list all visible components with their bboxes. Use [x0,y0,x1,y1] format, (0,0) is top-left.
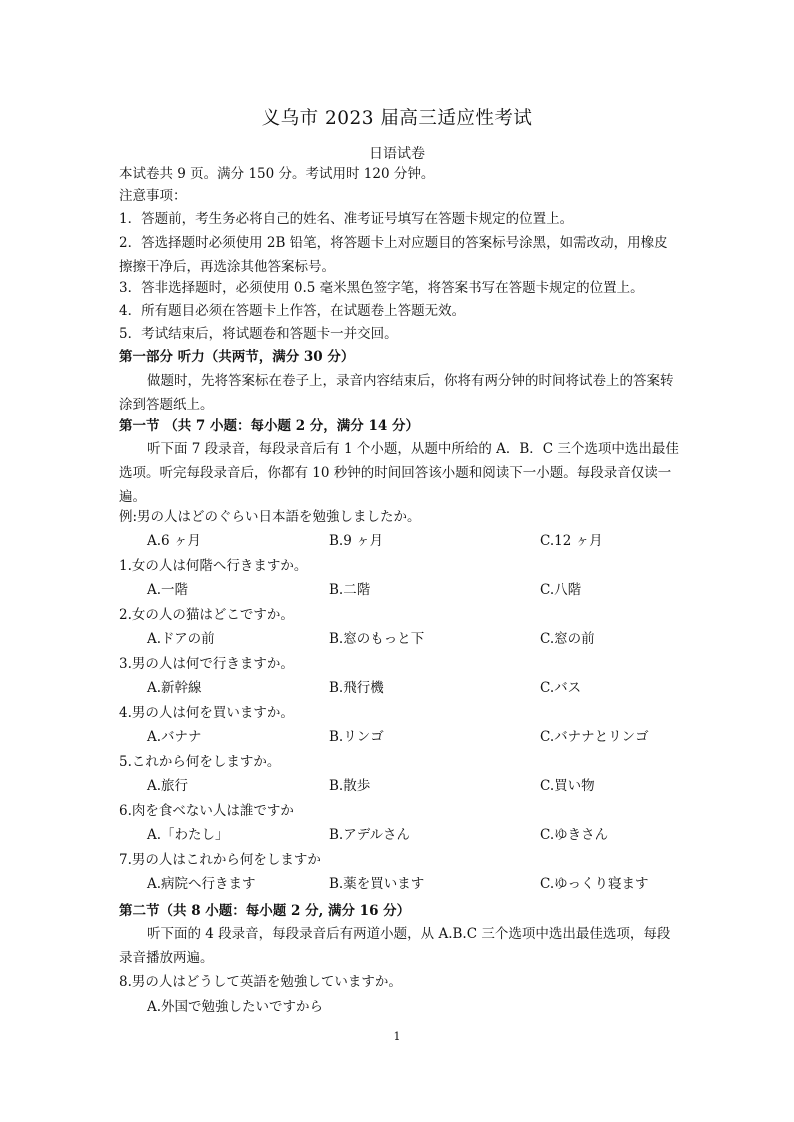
section2-instruction: 听下面的 4 段录音，每段录音后有两道小题，从 A.B.C 三个选项中选出最佳选项，每段录音播放两遍。 [119,926,671,966]
option-a: A.一階 [147,582,189,598]
option-b: B.飛行機 [329,680,384,696]
option-b: B.二階 [329,582,371,598]
option-c: C.ゆっくり寝ます [540,876,649,892]
intro-line: 本试卷共 9 页。满分 150 分。考试用时 120 分钟。 [119,166,435,182]
question-4: 4.男の人は何を買いますか。 [119,705,294,721]
part1-heading: 第一部分 听力（共两节，满分 30 分） [119,349,355,365]
notice-item: 3．答非选择题时，必须使用 0.5 毫米黑色签字笔，将答案书写在答题卡规定的位置上。 [119,280,644,296]
question-8: 8.男の人はどうして英語を勉強していますか。 [119,974,402,990]
option-b: B.9 ヶ月 [329,533,384,549]
question-3: 3.男の人は何で行きますか。 [119,656,294,672]
option-c: C.窓の前 [540,631,595,647]
option-a: A.病院へ行きます [147,876,256,892]
notice-item: 4．所有题目必须在答题卡上作答，在试题卷上答题无效。 [119,303,466,319]
notice-item: 2．答选择题时必须使用 2B 铅笔，将答题卡上对应题目的答案标号涂黑，如需改动，用橡皮擦擦干净后，再选涂其他答案标号。 [119,235,668,275]
option-c: C.ゆきさん [540,827,609,843]
notice-item: 5．考试结束后，将试题卷和答题卡一并交回。 [119,326,398,342]
question-1: 1.女の人は何階へ行きますか。 [119,558,308,574]
question-6: 6.肉を食べない人は誰ですか [119,803,294,819]
section2-heading: 第二节（共 8 小题：每小题 2 分, 满分 16 分） [119,903,411,919]
option-a: A.バナナ [147,729,202,745]
notice-heading: 注意事项： [119,188,187,204]
option-b: B.窓のもっと下 [329,631,425,647]
page-number: 1 [393,1030,401,1043]
section1-instruction: 听下面 7 段录音，每段录音后有 1 个小题，从题中所给的 A．B．C 三个选项中选出最佳选项。听完每段录音后，你都有 10 秒钟的时间回答该小题和阅读下一小题。每段录音仅读一遍。 [119,441,679,505]
question-5: 5.これから何をしますか。 [119,754,281,770]
option-c: C.12 ヶ月 [540,533,603,549]
option-c: C.バス [540,680,582,696]
option-a: A.旅行 [147,778,189,794]
option-a: A.6 ヶ月 [147,533,201,549]
question-7: 7.男の人はこれから何をしますか [119,852,321,868]
option-a: A.ドアの前 [147,631,215,647]
option-c: C.八階 [540,582,582,598]
question-2: 2.女の人の猫はどこですか。 [119,607,294,623]
option-b: B.アデルさん [329,827,411,843]
option-b: B.薬を買います [329,876,425,892]
option-b: B.リンゴ [329,729,384,745]
question-example: 例:男の人はどのぐらい日本語を勉強しましたか。 [119,509,421,525]
exam-subtitle: 日语试卷 [369,146,425,162]
section1-heading: 第一节 （共 7 小题：每小题 2 分，满分 14 分） [119,418,419,434]
option-c: C.バナナとリンゴ [540,729,649,745]
part1-instruction: 做题时，先将答案标在卷子上，录音内容结束后，你将有两分钟的时间将试卷上的答案转涂到答题纸上。 [119,373,674,413]
option-a: A.新幹線 [147,680,202,696]
exam-title: 义乌市 2023 届高三适应性考试 [261,108,533,129]
option-a: A.外国で勉強したいですから [147,999,324,1015]
notice-item: 1．答题前，考生务必将自己的姓名、准考证号填写在答题卡规定的位置上。 [119,211,574,227]
option-c: C.買い物 [540,778,595,794]
option-b: B.散歩 [329,778,371,794]
option-a: A.「わたし」 [147,827,229,843]
